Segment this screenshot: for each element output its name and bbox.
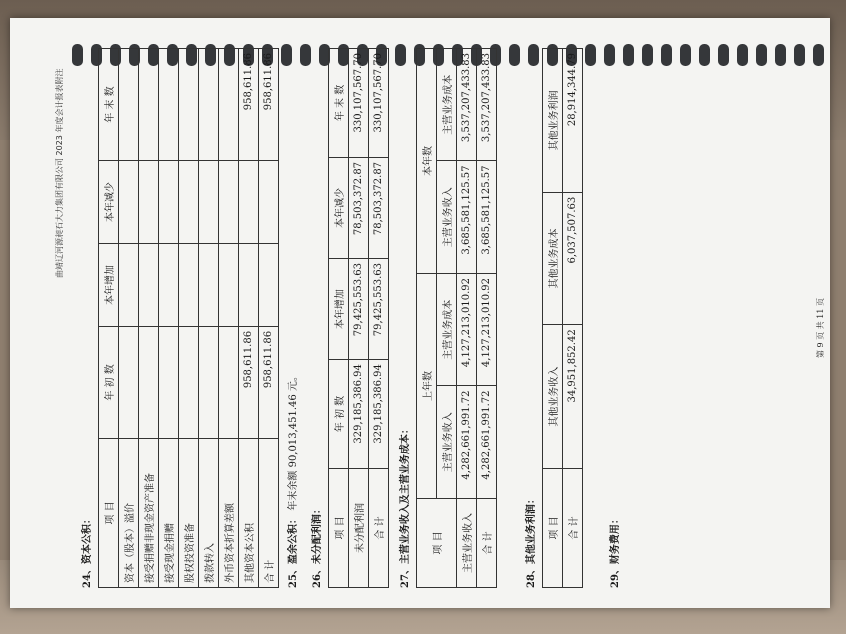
cell-value	[159, 161, 179, 244]
cell-value	[159, 49, 179, 161]
col-prev-revenue: 主营业务收入	[437, 386, 457, 499]
cell-value	[159, 244, 179, 327]
cell-value: 330,107,567.70	[349, 49, 369, 158]
table-row	[239, 49, 259, 588]
cell-value	[219, 326, 239, 438]
col-curr-cost: 主营业务成本	[437, 49, 457, 162]
capital-reserve-table	[98, 48, 279, 588]
cell-value	[119, 161, 139, 244]
cell-value	[179, 49, 199, 161]
table-row	[219, 49, 239, 588]
col-increase: 本年增加	[329, 259, 349, 360]
row-label: 拨款转入	[199, 439, 219, 588]
section-24-title: 24、资本公积：	[82, 514, 93, 588]
cell-value: 329,185,386.94	[349, 360, 369, 469]
row-label: 未分配利润	[349, 469, 369, 588]
cell-value	[119, 244, 139, 327]
row-label: 合 计	[477, 499, 497, 588]
cell-value	[259, 161, 279, 244]
section-25-text: 年末余额 90,013,451.46 元。	[288, 371, 299, 511]
row-label: 外币资本折算差额	[219, 439, 239, 588]
row-label: 合 计	[369, 469, 389, 588]
cell-value	[199, 244, 219, 327]
table-row	[259, 49, 279, 588]
rotated-content	[40, 28, 840, 608]
section-25-title: 25、盈余公积：	[288, 514, 299, 588]
cell-value	[219, 161, 239, 244]
table-header-row	[329, 49, 349, 588]
col-other-revenue: 其他业务收入	[543, 325, 563, 469]
cell-value	[199, 49, 219, 161]
table-row	[119, 49, 139, 588]
table-row	[199, 49, 219, 588]
cell-value: 79,425,553.63	[349, 259, 369, 360]
row-label: 合 计	[259, 439, 279, 588]
row-label: 其他资本公积	[239, 439, 259, 588]
col-item: 项 目	[99, 439, 119, 588]
table-group-row	[417, 49, 437, 588]
cell-value	[179, 161, 199, 244]
table-row	[349, 49, 369, 588]
cell-value	[139, 326, 159, 438]
cell-value	[259, 244, 279, 327]
cell-value	[119, 49, 139, 161]
col-other-profit: 其他业务利润	[543, 49, 563, 193]
col-begin: 年 初 数	[99, 326, 119, 438]
col-prev-cost: 主营业务成本	[437, 274, 457, 387]
table-header-row	[99, 49, 119, 588]
table-row	[563, 49, 583, 588]
col-end: 年 末 数	[329, 49, 349, 158]
cell-value: 958,611.86	[259, 326, 279, 438]
cell-value: 6,037,507.63	[563, 192, 583, 325]
row-label: 合 计	[563, 469, 583, 588]
col-begin: 年 初 数	[329, 360, 349, 469]
section-28-title: 28、其他业务利润：	[526, 494, 537, 588]
col-curr-revenue: 主营业务收入	[437, 161, 457, 274]
cell-value: 79,425,553.63	[369, 259, 389, 360]
cell-value: 28,914,344.79	[563, 49, 583, 193]
cell-value: 958,611.86	[259, 49, 279, 161]
cell-value: 958,611.86	[239, 326, 259, 438]
group-curr-year: 本年数	[417, 49, 437, 274]
row-label: 接受现金捐赠	[159, 439, 179, 588]
cell-value: 78,503,372.87	[369, 157, 389, 258]
section-26-title: 26、未分配利润：	[312, 504, 323, 588]
cell-value: 4,127,213,010.92	[457, 274, 477, 387]
cell-value	[159, 326, 179, 438]
cell-value	[119, 326, 139, 438]
col-end: 年 末 数	[99, 49, 119, 161]
cell-value: 330,107,567.70	[369, 49, 389, 158]
cell-value: 958,611.86	[239, 49, 259, 161]
table-header-row	[543, 49, 563, 588]
cell-value	[239, 161, 259, 244]
cell-value	[199, 161, 219, 244]
table-row	[477, 49, 497, 588]
table-row	[139, 49, 159, 588]
cell-value: 3,537,207,433.83	[457, 49, 477, 162]
table-row	[457, 49, 477, 588]
cell-value	[139, 244, 159, 327]
cell-value: 3,537,207,433.83	[477, 49, 497, 162]
cell-value: 3,685,581,125.57	[457, 161, 477, 274]
col-other-cost: 其他业务成本	[543, 192, 563, 325]
col-item: 项 目	[543, 469, 563, 588]
cell-value: 34,951,852.42	[563, 325, 583, 469]
other-business-table	[542, 48, 583, 588]
table-row	[159, 49, 179, 588]
page-header: 曲靖辽河源昶石大力集团有限公司 2023 年度会计报表附注	[55, 68, 64, 278]
page-number: 第 9 页 共 11 页	[816, 298, 825, 358]
col-increase: 本年增加	[99, 244, 119, 327]
cell-value	[239, 244, 259, 327]
row-label: 主营业务收入	[457, 499, 477, 588]
col-decrease: 本年减少	[99, 161, 119, 244]
col-decrease: 本年减少	[329, 157, 349, 258]
row-label: 接受捐赠非现金资产准备	[139, 439, 159, 588]
undistributed-profit-table	[328, 48, 389, 588]
section-27-title: 27、主营业务收入及主营业务成本：	[400, 424, 411, 588]
row-label: 股权投资准备	[179, 439, 199, 588]
cell-value: 4,127,213,010.92	[477, 274, 497, 387]
cell-value	[219, 49, 239, 161]
table-row	[179, 49, 199, 588]
col-item: 项 目	[417, 499, 457, 588]
cell-value: 4,282,661,991.72	[457, 386, 477, 499]
cell-value: 3,685,581,125.57	[477, 161, 497, 274]
cell-value	[139, 161, 159, 244]
cell-value: 78,503,372.87	[349, 157, 369, 258]
row-label: 资本（股本）溢价	[119, 439, 139, 588]
cell-value	[179, 326, 199, 438]
cell-value	[199, 326, 219, 438]
section-29-title: 29、财务费用：	[610, 514, 621, 588]
section-25-line	[284, 371, 299, 588]
main-business-table	[416, 48, 497, 588]
table-row	[369, 49, 389, 588]
cell-value: 329,185,386.94	[369, 360, 389, 469]
col-item: 项 目	[329, 469, 349, 588]
cell-value	[219, 244, 239, 327]
cell-value	[179, 244, 199, 327]
group-prev-year: 上年数	[417, 274, 437, 499]
cell-value: 4,282,661,991.72	[477, 386, 497, 499]
document-page	[10, 18, 830, 608]
cell-value	[139, 49, 159, 161]
